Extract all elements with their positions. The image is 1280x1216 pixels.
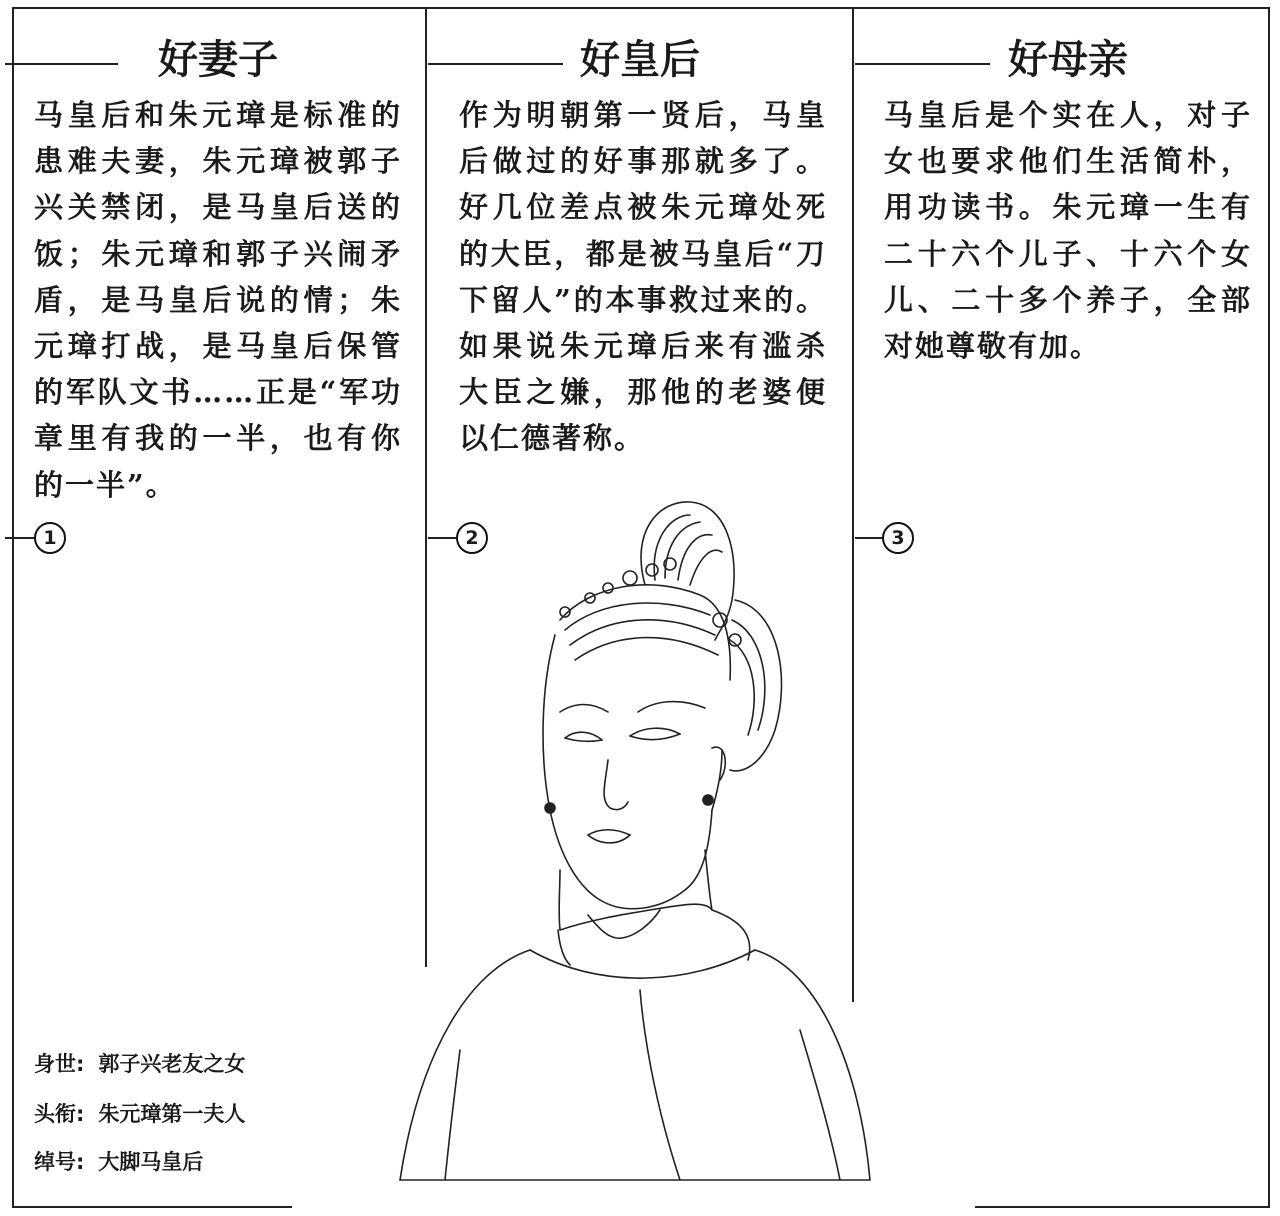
- bottom-rule-left: [12, 1206, 292, 1208]
- column-text-2: 作为明朝第一贤后，马皇后做过的好事那就多了。好几位差点被朱元璋处死的大臣，都是被马皇后“刀下留人”的本事救过来的。如果说朱元璋后来有滥杀大臣之嫌，那他的老婆便以仁德著称。: [459, 98, 827, 456]
- column-text-3: 马皇后是个实在人，对子女也要求他们生活简朴，用功读书。朱元璋一生有二十六个儿子、十六个女儿、二十多个养子，全部对她尊敬有加。: [884, 98, 1252, 364]
- empress-portrait-icon: [360, 490, 900, 1190]
- right-border: [1268, 7, 1270, 1207]
- info-row-title: [34, 1098, 245, 1128]
- column-text-1: 马皇后和朱元璋是标准的患难夫妻，朱元璋被郭子兴关禁闭，是马皇后送的饭；朱元璋和郭子兴闹矛盾，是马皇后说的情；朱元璋打战，是马皇后保管的军队文书……正是“军功章里有我的一半，也有你的一半”。: [34, 98, 402, 502]
- number-badge-2: 2: [456, 522, 488, 554]
- top-border: [12, 7, 1270, 9]
- number-badge-1: 1: [34, 522, 66, 554]
- info-label: 头衔:: [34, 1102, 85, 1126]
- info-value: 朱元璋第一夫人: [98, 1102, 246, 1126]
- column-title-3: 好母亲: [1008, 36, 1128, 83]
- number-badge-3: 3: [882, 522, 914, 554]
- info-value: 郭子兴老友之女: [98, 1052, 246, 1076]
- info-row-nickname: [34, 1146, 203, 1176]
- info-row-origin: [34, 1048, 245, 1078]
- left-border: [12, 7, 14, 1207]
- info-label: 身世:: [34, 1052, 85, 1076]
- bottom-rule-right: [975, 1206, 1270, 1208]
- info-label: 绰号:: [34, 1150, 85, 1174]
- number-tick-1: [5, 537, 35, 539]
- column-title-2: 好皇后: [580, 36, 700, 83]
- title-rule-1: [5, 63, 118, 65]
- column-title-1: 好妻子: [158, 36, 278, 83]
- info-value: 大脚马皇后: [98, 1150, 204, 1174]
